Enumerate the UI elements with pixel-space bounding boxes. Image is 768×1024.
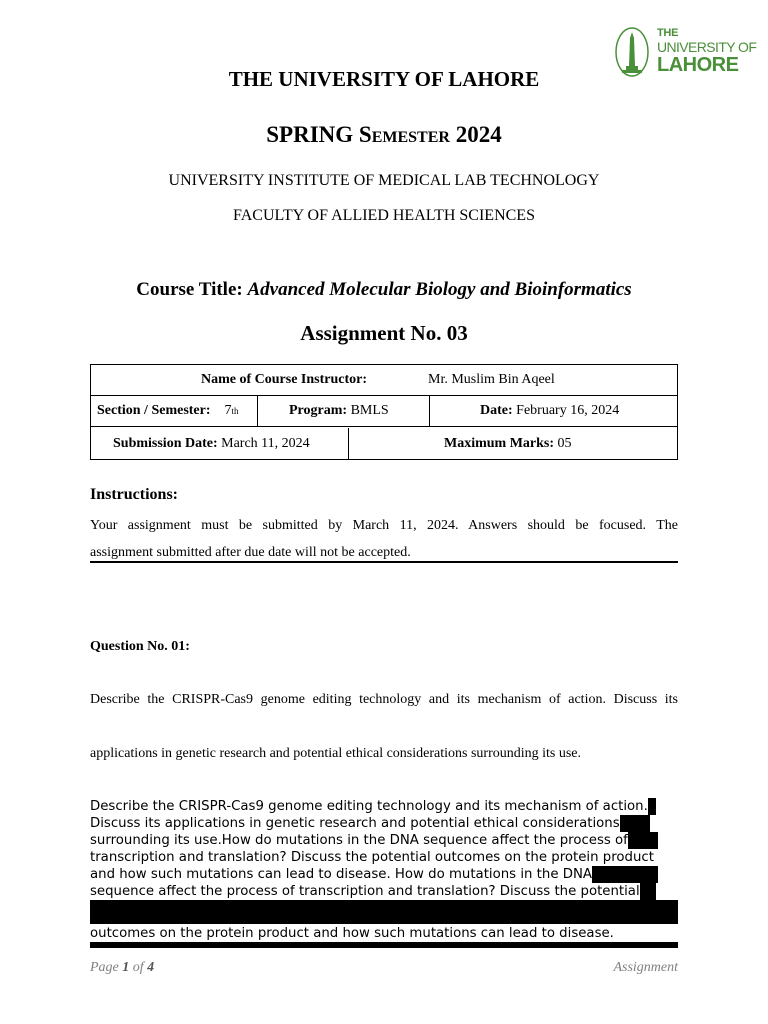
marks-cell <box>444 428 572 459</box>
semester-title <box>0 122 768 148</box>
program-cell <box>289 396 389 426</box>
selected-line: sequence affect the process of transcription and translation? Discuss the potential <box>90 883 678 900</box>
page-word: Page <box>90 960 119 975</box>
selection-bottom-edge <box>90 942 678 948</box>
submission-value: March 11, 2024 <box>221 435 310 451</box>
date-value: February 16, 2024 <box>516 403 620 418</box>
date-label: Date: <box>480 403 513 418</box>
table-row-instructor <box>91 365 677 396</box>
question-heading: Question No. 01: <box>90 639 190 654</box>
table-row-submission <box>91 428 677 459</box>
instructions-line-2: assignment submitted after due date will not be accepted. <box>90 545 411 560</box>
table-row-section <box>91 396 677 427</box>
semester-season: SPRING <box>266 122 354 147</box>
instructions-heading: Instructions: <box>90 486 179 503</box>
question-line-1: Describe the CRISPR-Cas9 genome editing technology and its mechanism of action. Discuss its <box>90 692 678 707</box>
instructor-value-cell <box>428 365 555 395</box>
semester-word: Semester <box>358 122 450 147</box>
course-title-value: Advanced Molecular Biology and Bioinformatics <box>247 279 632 300</box>
selected-line: Discuss its applications in genetic research and potential ethical considerations <box>90 815 678 832</box>
instructor-label: Name of Course Instructor: <box>201 372 368 387</box>
selected-line: and how such mutations can lead to disease. How do mutations in the DNA <box>90 866 678 883</box>
logo-line-lahore: LAHORE <box>657 54 739 76</box>
marks-label: Maximum Marks: <box>444 435 555 451</box>
section-cell <box>97 396 239 426</box>
course-title-colon: : <box>236 279 243 300</box>
program-label: Program: <box>289 403 348 418</box>
table-divider <box>348 428 349 459</box>
semester-year: 2024 <box>455 122 502 147</box>
selected-line: outcomes on the protein product and how such mutations can lead to disease. <box>90 926 614 941</box>
page-of-word: of <box>132 960 144 975</box>
faculty-name: FACULTY OF ALLIED HEALTH SCIENCES <box>233 207 535 224</box>
section-divider <box>90 561 678 563</box>
logo-line-university: UNIVERSITY OF <box>657 39 757 55</box>
instructor-cell <box>201 365 367 395</box>
university-title: THE UNIVERSITY OF LAHORE <box>228 67 540 91</box>
course-title-label: Course Title <box>136 279 237 300</box>
section-value: 7 <box>224 403 232 418</box>
selection-highlight <box>640 883 656 900</box>
page-counter <box>90 960 154 975</box>
assignment-number: Assignment No. 03 <box>300 321 468 345</box>
selected-line: Describe the CRISPR-Cas9 genome editing technology and its mechanism of action. <box>90 798 678 815</box>
institute-name: UNIVERSITY INSTITUTE OF MEDICAL LAB TECHNOLOGY <box>168 172 600 189</box>
page-footer <box>90 960 678 976</box>
selection-highlight <box>620 815 650 832</box>
selection-highlight <box>628 832 658 849</box>
page-number: 1 <box>122 960 130 975</box>
selection-highlight <box>648 798 656 815</box>
instructor-value: Mr. Muslim Bin Aqeel <box>428 372 555 387</box>
course-title-line <box>0 279 768 301</box>
selected-text-block[interactable] <box>90 798 678 900</box>
selected-text-block-end[interactable] <box>90 925 678 942</box>
logo-line-the: THE <box>657 27 679 39</box>
instructions-text <box>90 512 678 566</box>
selection-highlight <box>592 866 658 883</box>
section-label: Section / Semester: <box>97 403 211 418</box>
submission-label: Submission Date: <box>113 435 218 451</box>
date-cell <box>480 396 619 426</box>
instructions-line-1: Your assignment must be submitted by March 11, 2024. Answers should be focused. The <box>90 518 678 533</box>
program-value: BMLS <box>350 403 389 418</box>
submission-cell <box>113 428 310 459</box>
section-suffix: th <box>231 406 239 416</box>
selection-empty-line <box>90 900 678 924</box>
table-divider <box>257 396 258 426</box>
assignment-info-table <box>90 364 678 460</box>
table-divider <box>429 396 430 426</box>
selected-line: transcription and translation? Discuss the potential outcomes on the protein product <box>90 850 654 865</box>
question-line-2: applications in genetic research and potential ethical considerations surrounding its use. <box>90 746 582 761</box>
selected-line: surrounding its use.How do mutations in the DNA sequence affect the process of <box>90 832 678 849</box>
marks-value: 05 <box>557 435 572 451</box>
footer-assignment-label: Assignment <box>613 960 678 975</box>
page-total: 4 <box>147 960 155 975</box>
